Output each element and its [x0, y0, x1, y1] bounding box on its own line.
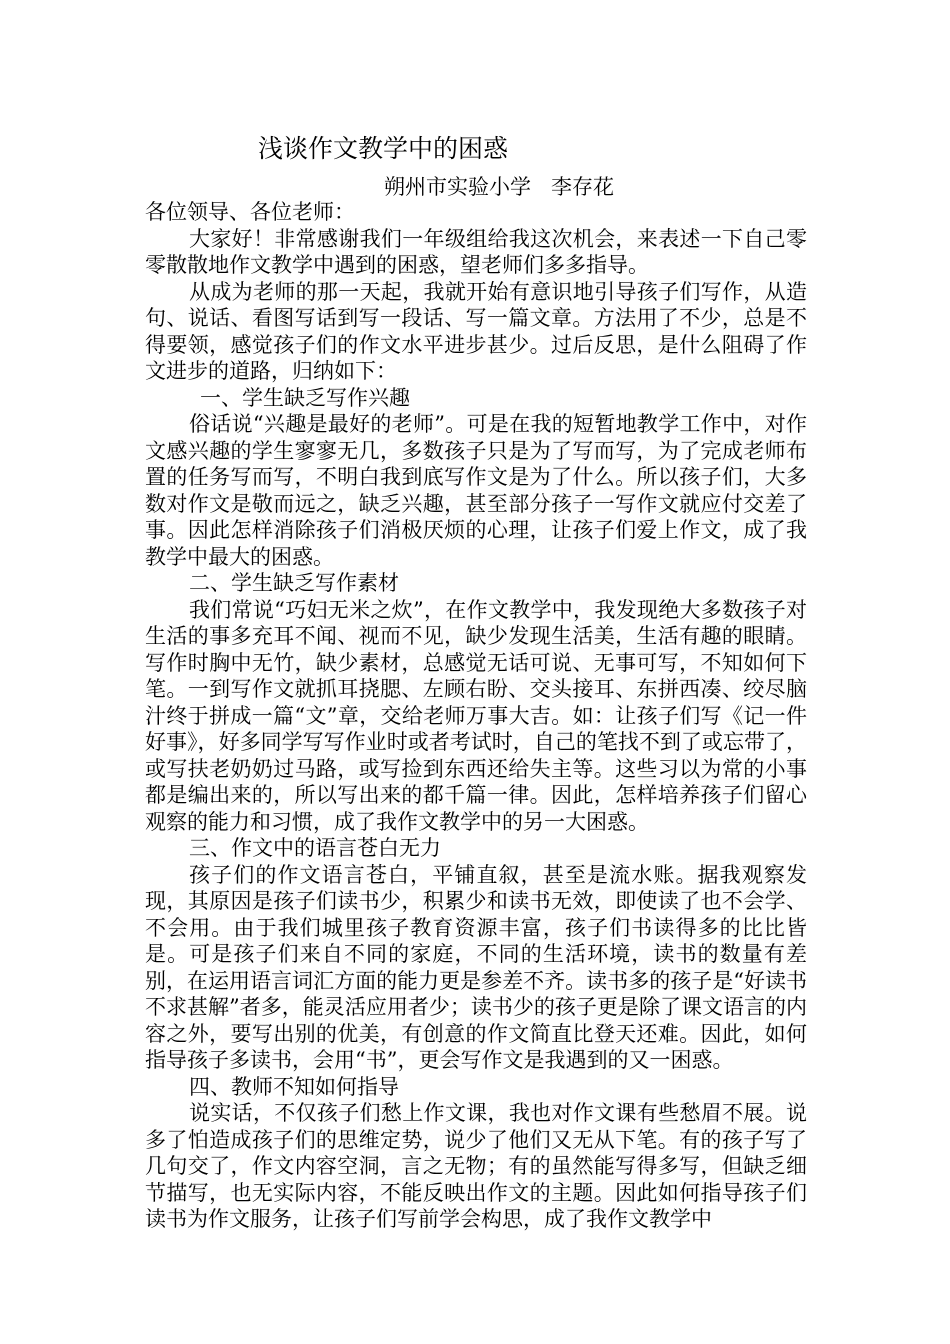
section-heading-4: 四、教师不知如何指导: [189, 1074, 399, 1099]
intro-paragraph-2: 从成为老师的那一天起，我就开始有意识地引导孩子们写作，从造句、说话、看图写话到写一段话、写一篇文章。方法用了不少，总是不得要领，感觉孩子们的作文水平进步甚少。过后反思，是什么阻碍了作文进步的道路，归纳如下：: [145, 279, 807, 383]
section-paragraph-4: 说实话，不仅孩子们愁上作文课，我也对作文课有些愁眉不展。说多了怕造成孩子们的思维定势，说少了他们又无从下笔。有的孩子写了几句交了，作文内容空洞，言之无物；有的虽然能写得多写，但缺乏细节描写，也无实际内容，不能反映出作文的主题。因此如何指导孩子们读书为作文服务，让孩子们写前学会构思，成了我作文教学中: [145, 1101, 807, 1231]
document-title: 浅谈作文教学中的困惑: [258, 134, 509, 163]
greeting: 各位领导、各位老师：: [145, 200, 355, 224]
document-body: [145, 199, 807, 1233]
section-heading-1: 一、学生缺乏写作兴趣: [200, 385, 410, 410]
section-heading-3: 三、作文中的语言苍白无力: [189, 836, 441, 860]
section-paragraph-3: 孩子们的作文语言苍白，平铺直叙，甚至是流水账。据我观察发现，其原因是孩子们读书少，积累少和读书无效，即使读了也不会学、不会用。由于我们城里孩子教育资源丰富，孩子们书读得多的比比皆是。可是孩子们来自不同的家庭，不同的生活环境，读书的数量有差别，在运用语言词汇方面的能力更是参差不齐。读书多的孩子是“好读书不求甚解”者多，能灵活应用者少；读书少的孩子更是除了课文语言的内容之外，要写出别的优美，有创意的作文简直比登天还难。因此，如何指导孩子多读书，会用“书”，更会写作文是我遇到的又一困惑。: [145, 862, 807, 1072]
section-heading-2: 二、学生缺乏写作素材: [189, 571, 399, 595]
section-paragraph-2: 我们常说“巧妇无米之炊”，在作文教学中，我发现绝大多数孩子对生活的事多充耳不闻、视而不见，缺少发现生活美，生活有趣的眼睛。写作时胸中无竹，缺少素材，总感觉无话可说、无事可写，不知如何下笔。一到写作文就抓耳挠腮、左顾右盼、交头接耳、东拼西凑、绞尽脑汁终于拼成一篇“文”章，交给老师万事大吉。如：让孩子们写《记一件好事》，好多同学写写作业时或者考试时，自己的笔找不到了或忘带了，或写扶老奶奶过马路，或写捡到东西还给失主等。这些习以为常的小事都是编出来的，所以写出来的都千篇一律。因此，怎样培养孩子们留心观察的能力和习惯，成了我作文教学中的另一大困惑。: [145, 597, 807, 834]
intro-paragraph-1: 大家好！非常感谢我们一年级组给我这次机会，来表述一下自己零零散散地作文教学中遇到的困惑，望老师们多多指导。: [145, 226, 807, 277]
section-paragraph-1: 俗话说“兴趣是最好的老师”。可是在我的短暂地教学工作中，对作文感兴趣的学生寥寥无几，多数孩子只是为了写而写，为了完成老师布置的任务写而写，不明白我到底写作文是为了什么。所以孩子们，大多数对作文是敬而远之，缺乏兴趣，甚至部分孩子一写作文就应付交差了事。因此怎样消除孩子们消极厌烦的心理，让孩子们爱上作文，成了我教学中最大的困惑。: [145, 412, 807, 569]
author-line: 朔州市实验小学 李存花: [384, 175, 615, 199]
